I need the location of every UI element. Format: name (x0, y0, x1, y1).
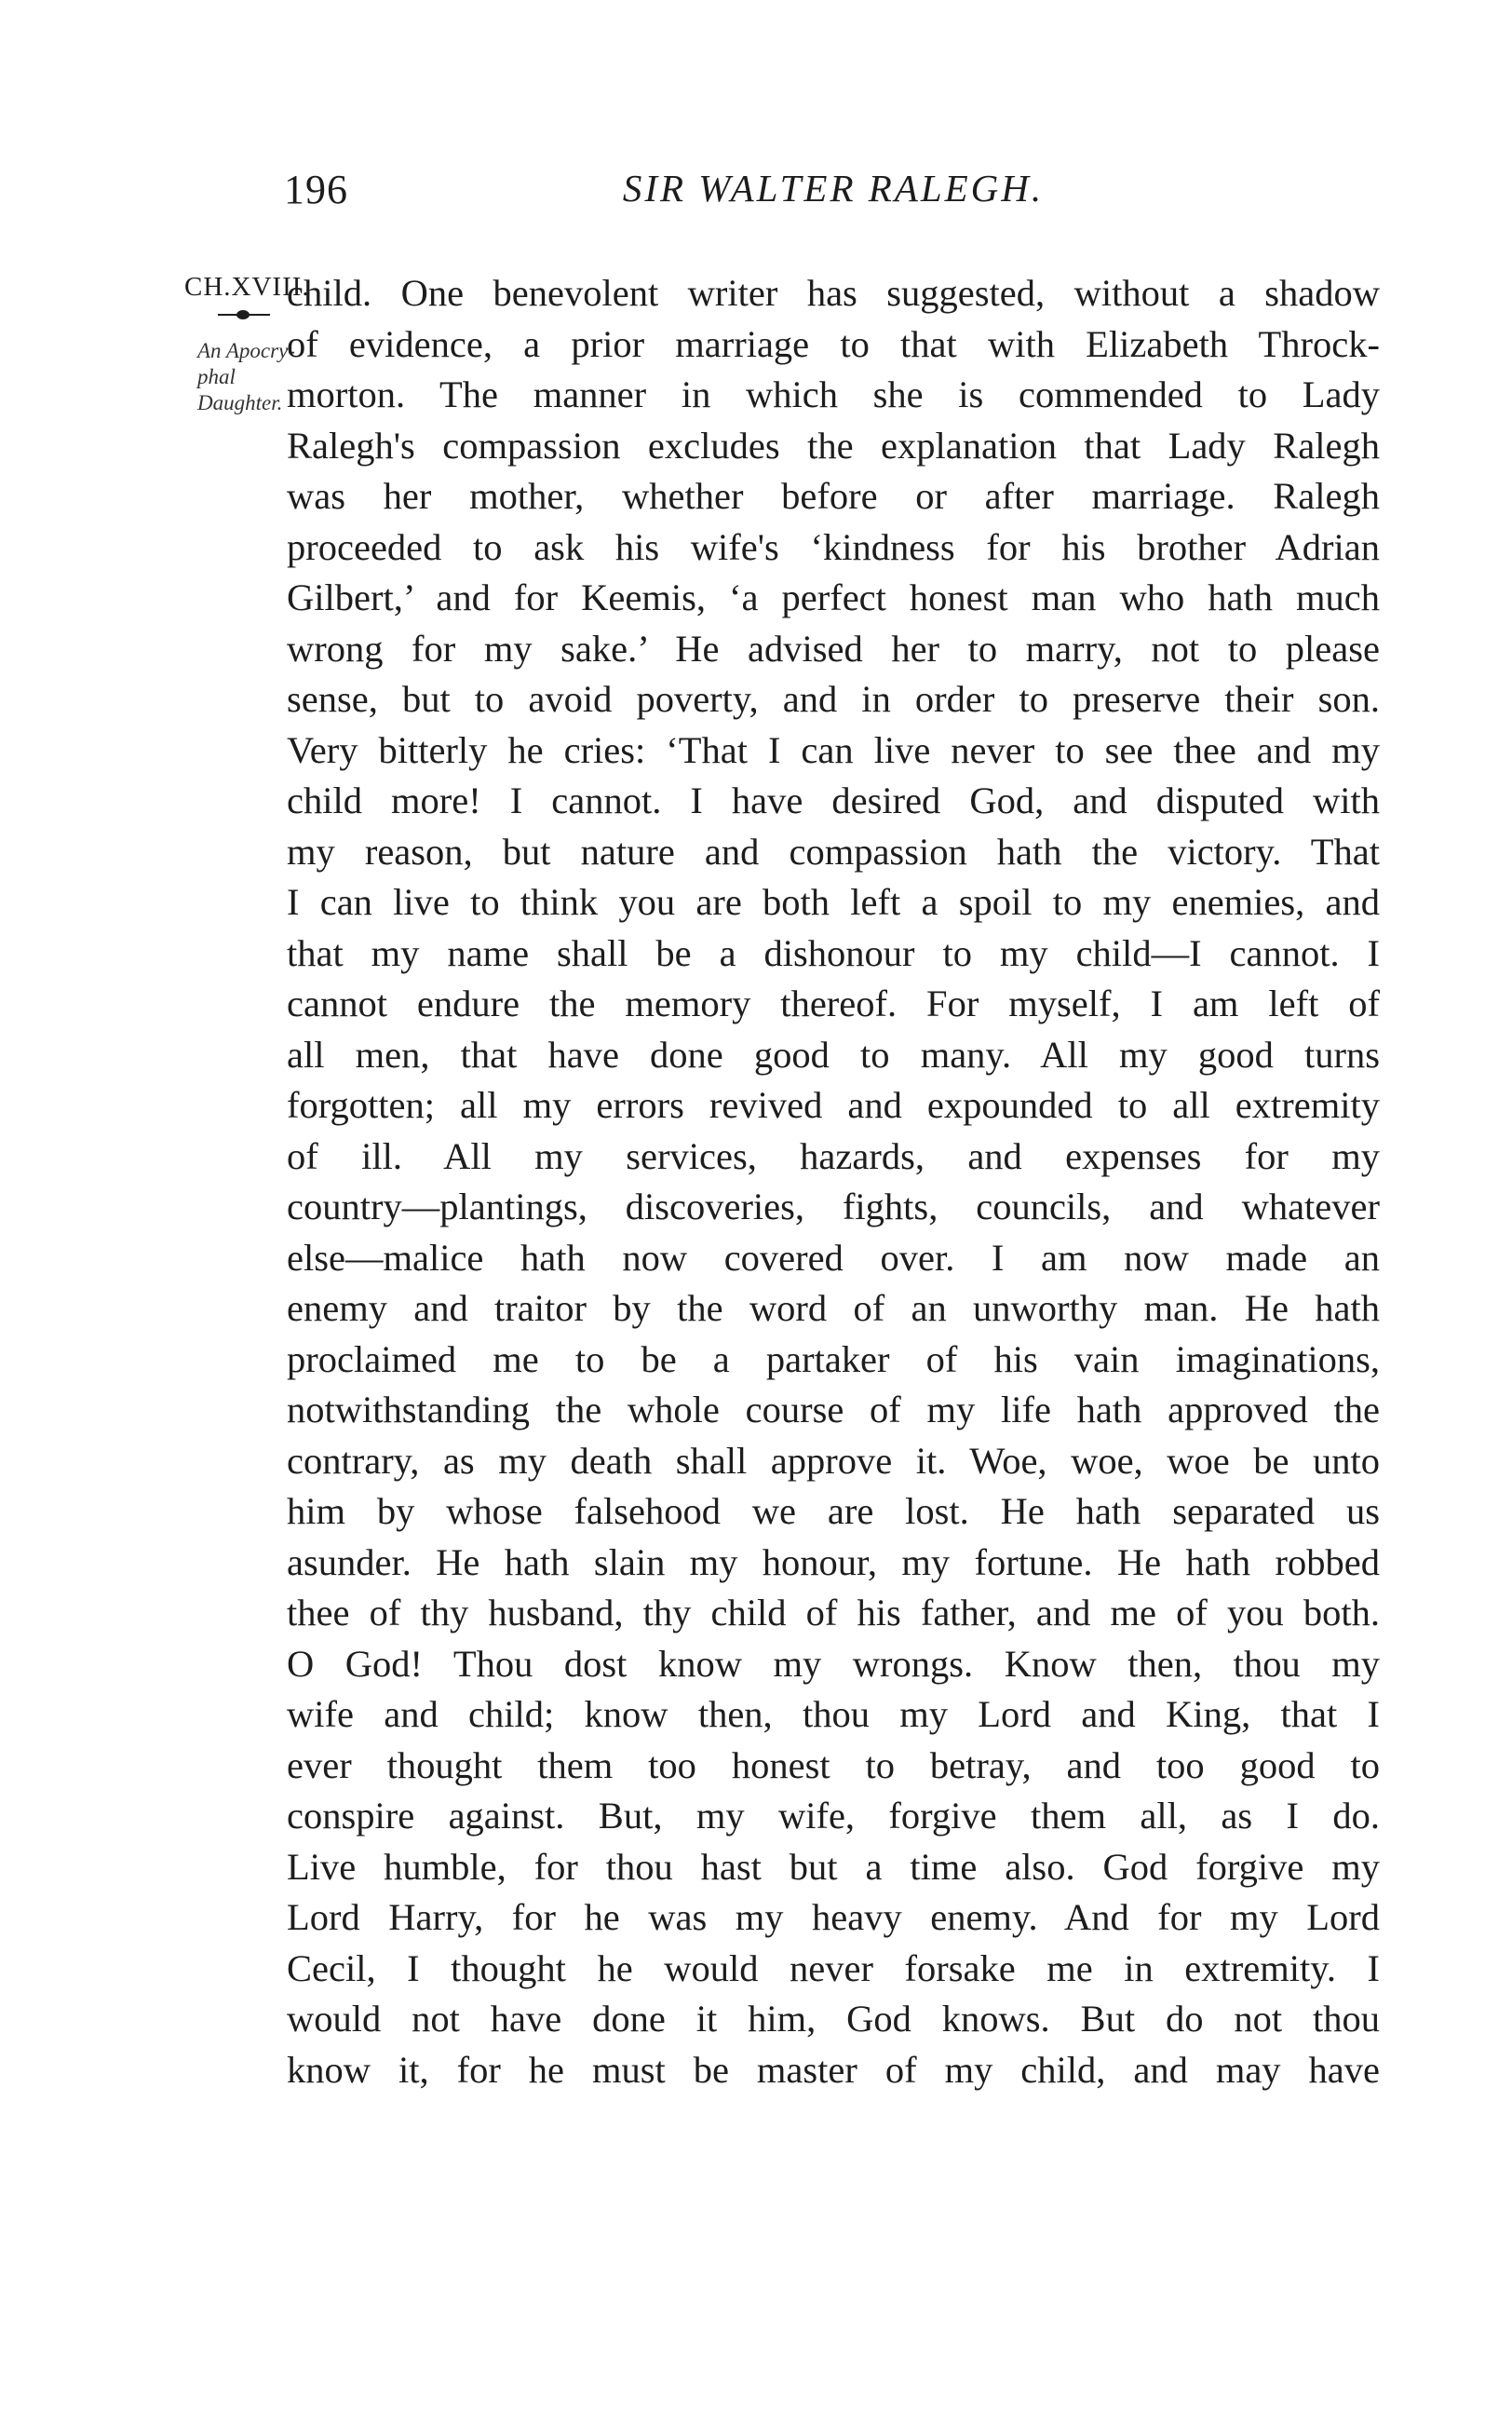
text-line: Ralegh's compassion excludes the explanation that Lady Ralegh (287, 424, 1380, 467)
text-line: conspire against. But, my wife, forgive them all, as I do. (287, 1795, 1380, 1837)
text-line: Lord Harry, for he was my heavy enemy. And for my Lord (287, 1896, 1380, 1938)
text-line: child more! I cannot. I have desired God, and disputed with (287, 779, 1380, 821)
text-line: wrong for my sake.’ He advised her to marry, not to please (287, 627, 1380, 670)
side-note (197, 338, 295, 416)
page-header (284, 166, 1383, 231)
text-line: was her mother, whether before or after marriage. Ralegh (287, 475, 1380, 517)
text-line: proceeded to ask his wife's ‘kindness for his brother Adrian (287, 525, 1380, 568)
side-note-line: An Apocry- (197, 339, 295, 362)
text-line: morton. The manner in which she is commended to Lady (287, 373, 1380, 415)
text-line: sense, but to avoid poverty, and in order to preserve their son. (287, 678, 1380, 720)
text-line: notwithstanding the whole course of my life hath approved the (287, 1389, 1380, 1430)
text-line: of ill. All my services, hazards, and expenses for my (287, 1134, 1380, 1177)
text-line: else—malice hath now covered over. I am now made an (287, 1236, 1380, 1279)
text-line: that my name shall be a dishonour to my child—I cannot. I (287, 931, 1380, 974)
text-line: Cecil, I thought he would never forsake me in extremity. I (287, 1946, 1380, 1989)
chapter-label: CH.XVIII. (184, 272, 310, 302)
ornament-rule (218, 308, 270, 321)
text-line: country—plantings, discoveries, fights, councils, and whatever (287, 1186, 1380, 1227)
text-line: enemy and traitor by the word of an unworthy man. He hath (287, 1287, 1380, 1329)
text-line: Gilbert,’ and for Keemis, ‘a perfect honest man who hath much (287, 576, 1380, 618)
text-line: forgotten; all my errors revived and expounded to all extremity (287, 1084, 1380, 1126)
text-line: him by whose falsehood we are lost. He hath separated us (287, 1490, 1380, 1532)
text-line: cannot endure the memory thereof. For myself, I am left of (287, 983, 1380, 1024)
text-line: know it, for he must be master of my child, and may have (287, 2048, 1380, 2091)
text-line: contrary, as my death shall approve it. Woe, woe, woe be unto (287, 1439, 1380, 1482)
text-line: all men, that have done good to many. All my good turns (287, 1033, 1380, 1076)
text-line: ever thought them too honest to betray, and too good to (287, 1743, 1380, 1786)
text-line: wife and child; know then, thou my Lord and King, that I (287, 1693, 1380, 1735)
side-note-line: phal (197, 365, 236, 388)
text-line: I can live to think you are both left a spoil to my enemies, and (287, 881, 1380, 923)
text-line: of evidence, a prior marriage to that with Elizabeth Throck- (287, 322, 1380, 365)
text-line: proclaimed me to be a partaker of his vain imaginations, (287, 1337, 1380, 1380)
text-line: O God! Thou dost know my wrongs. Know then, thou my (287, 1642, 1380, 1685)
text-line: my reason, but nature and compassion hath the victory. That (287, 830, 1380, 873)
text-line: thee of thy husband, thy child of his father, and me of you both. (287, 1592, 1380, 1634)
text-line: child. One benevolent writer has suggested, without a shadow (287, 272, 1380, 314)
side-note-line: Daughter. (197, 391, 283, 414)
text-line: Very bitterly he cries: ‘That I can live never to see thee and my (287, 728, 1380, 771)
page-number: 196 (284, 167, 348, 212)
text-line: Live humble, for thou hast but a time also. God forgive my (287, 1845, 1380, 1888)
text-line: would not have done it him, God knows. But do not thou (287, 1998, 1380, 2040)
running-title: SIR WALTER RALEGH. (622, 167, 1045, 210)
margin-sidebar (184, 272, 310, 416)
text-line: asunder. He hath slain my honour, my fortune. He hath robbed (287, 1540, 1380, 1583)
body-text (287, 268, 1380, 2095)
